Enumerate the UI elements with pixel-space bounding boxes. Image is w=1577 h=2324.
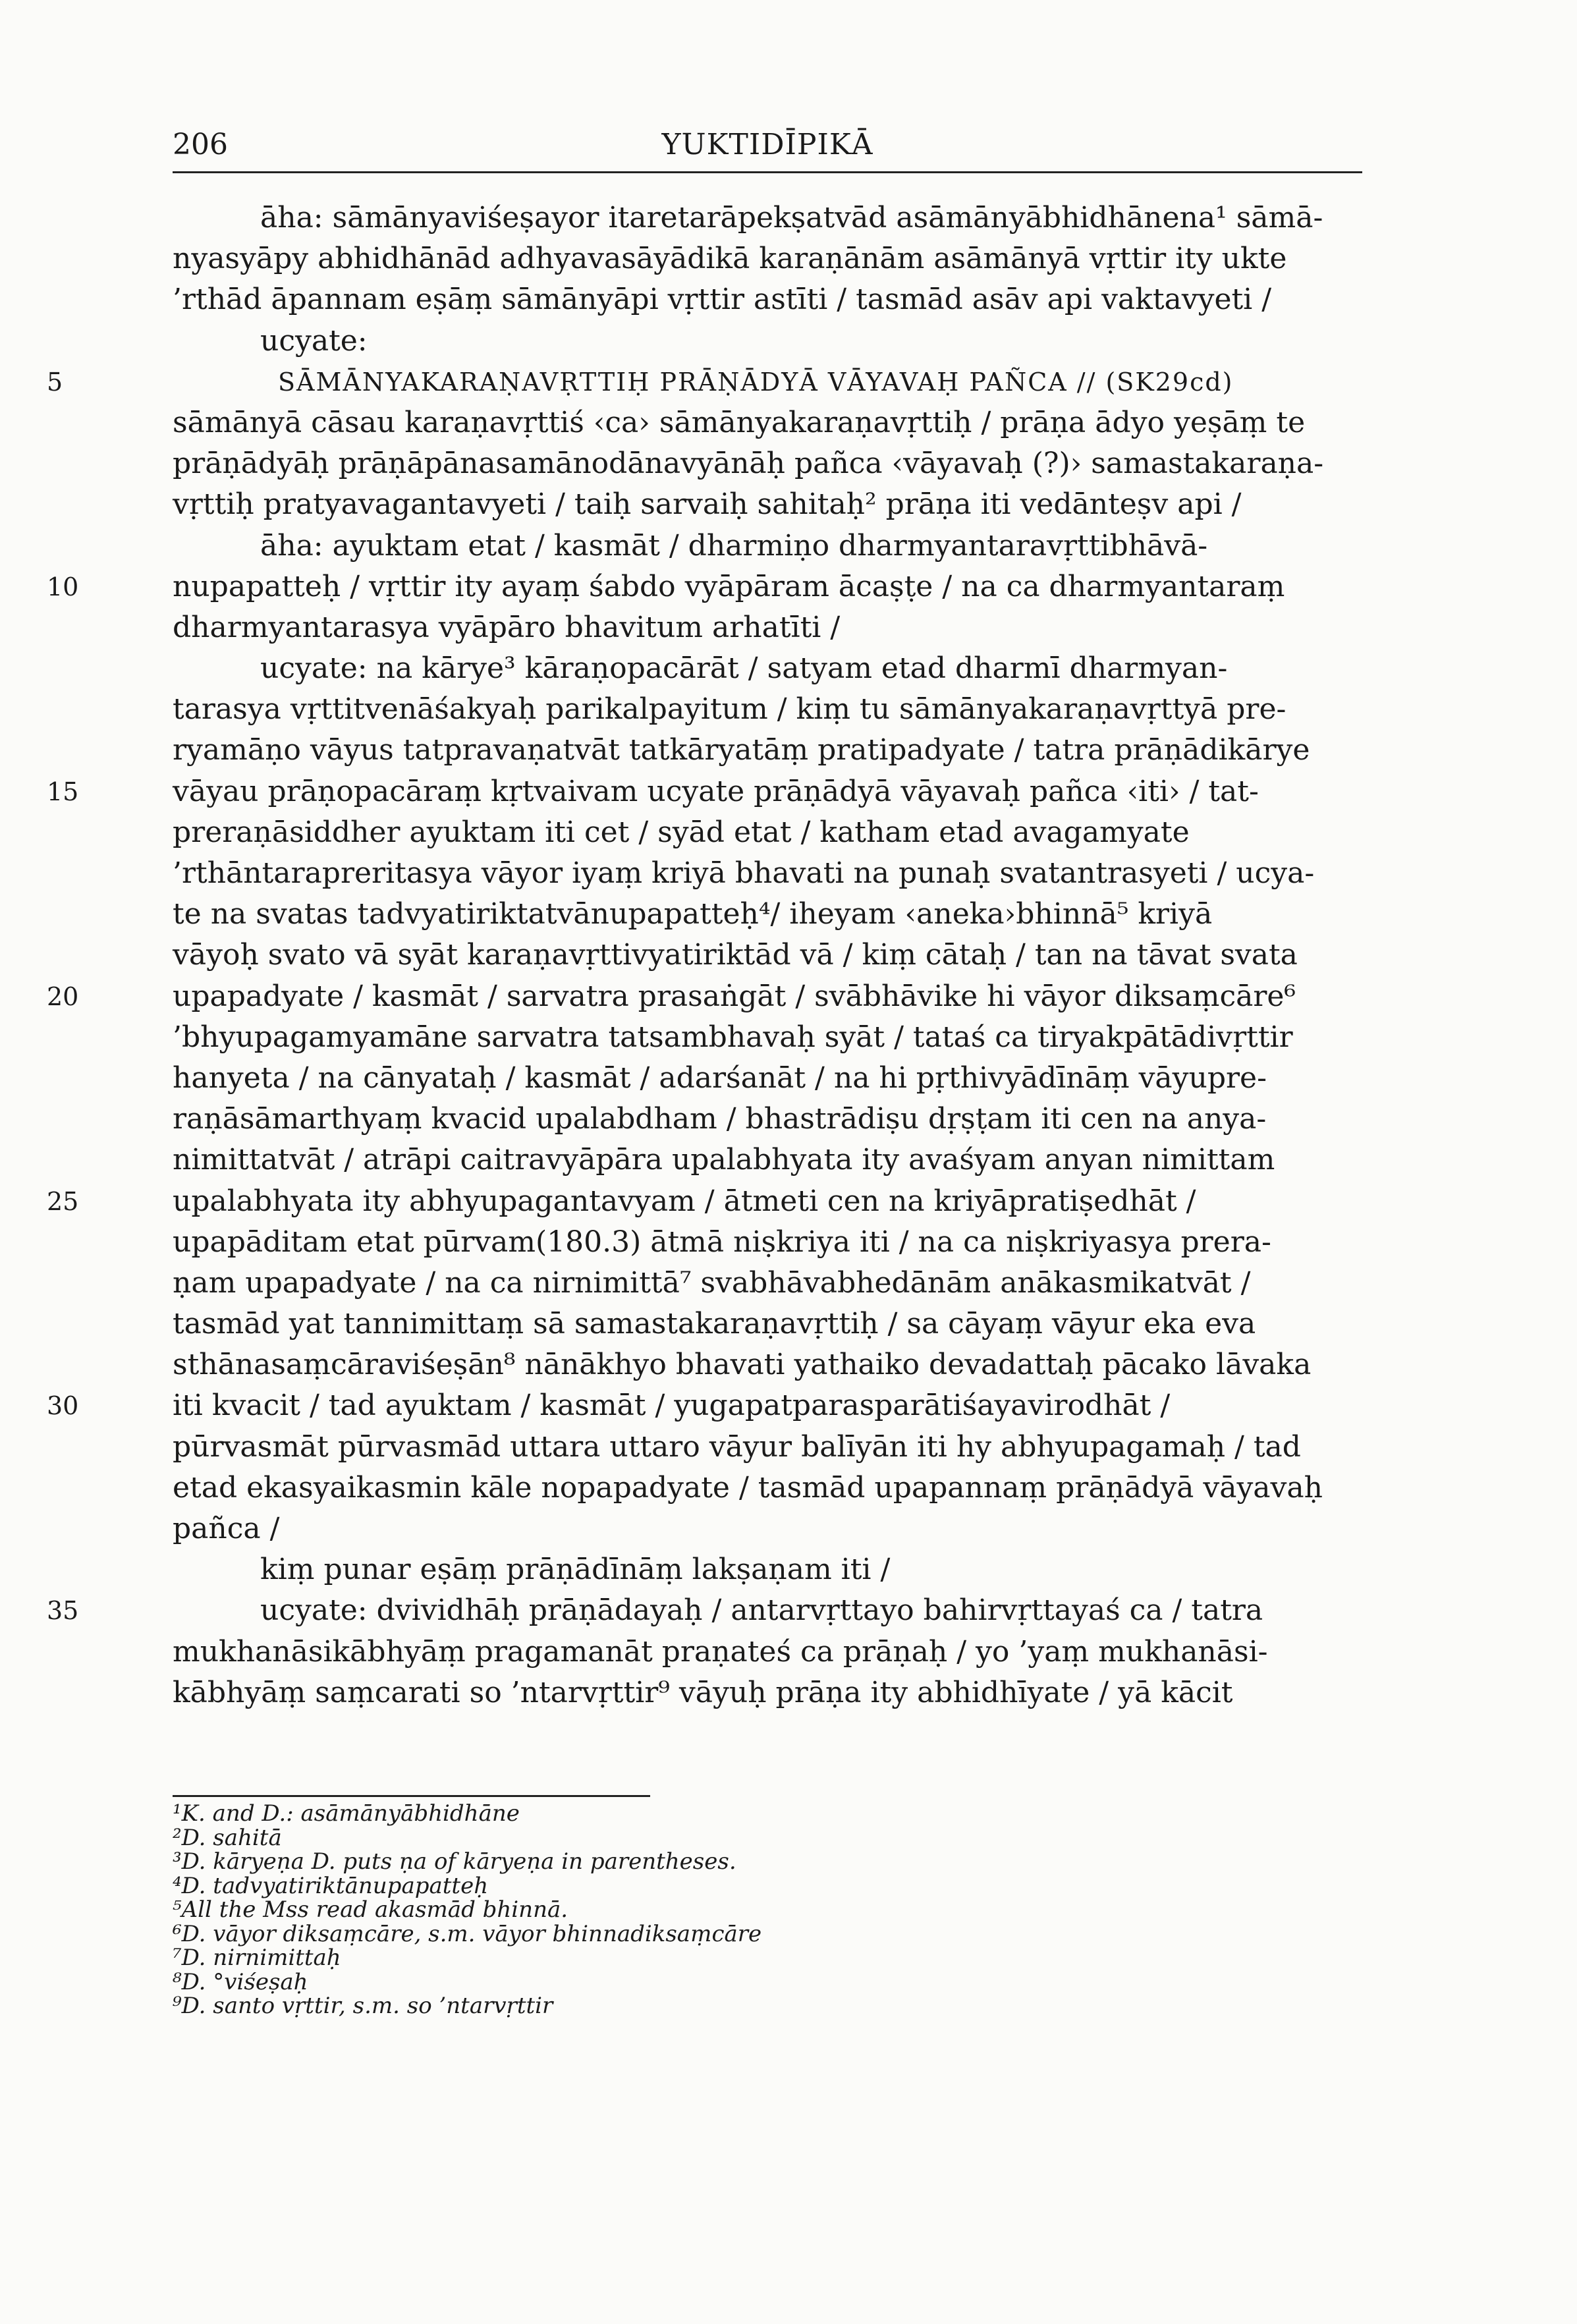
line-text: tarasya vṛttitvenāśakyaḥ parikalpayitum / kiṃ tu sāmānyakaraṇavṛttyā pre- <box>173 692 1286 727</box>
text-line <box>173 1222 1362 1263</box>
text-line <box>173 689 1362 730</box>
line-text: nupapatteḥ / vṛttir ity ayaṃ śabdo vyāpāram ācaṣṭe / na ca dharmyantaraṃ <box>173 569 1285 603</box>
text-line <box>173 1673 1362 1713</box>
text-line <box>173 1099 1362 1140</box>
text-line <box>173 1263 1362 1304</box>
footnote: ¹K. and D.: asāmānyābhidhāne <box>173 1800 520 1827</box>
line-text: iti kvacit / tad ayuktam / kasmāt / yugapatparasparātiśayavirodhāt / <box>173 1389 1171 1423</box>
line-text: nimittatvāt / atrāpi caitravyāpāra upalabhyata ity avaśyam anyan nimittam <box>173 1143 1275 1177</box>
footnote: ⁴D. tadvyatiriktānupapatteḥ <box>173 1872 489 1899</box>
footnote: ⁶D. vāyor diksaṃcāre, s.m. vāyor bhinnadiksaṃcāre <box>173 1920 762 1947</box>
line-number: 5 <box>47 367 65 397</box>
text-line <box>173 1304 1362 1344</box>
text-line <box>173 894 1362 935</box>
line-text: āha: sāmānyaviśeṣayor itaretarāpekṣatvād asāmānyābhidhānena¹ sāmā- <box>260 201 1323 235</box>
text-line <box>173 648 1362 689</box>
text-line <box>47 1181 1362 1222</box>
line-text: upapadyate / kasmāt / sarvatra prasaṅgāt / svābhāvike hi vāyor diksaṃcāre⁶ <box>173 979 1296 1013</box>
text-line <box>173 1468 1362 1508</box>
line-text: mukhanāsikābhyāṃ pragamanāt praṇateś ca prāṇaḥ / yo ’yaṃ mukhanāsi- <box>173 1634 1268 1669</box>
text-line <box>47 1590 1362 1631</box>
text-line <box>47 567 1362 607</box>
line-text: raṇāsāmarthyaṃ kvacid upalabdham / bhastrādiṣu dṛṣṭam iti cen na anya- <box>173 1102 1267 1136</box>
text-line <box>173 730 1362 771</box>
text-line <box>173 484 1362 525</box>
line-text: upapāditam etat pūrvam(180.3) ātmā niṣkriya iti / na ca niṣkriyasya prera- <box>173 1225 1271 1259</box>
line-text: preraṇāsiddher ayuktam iti cet / syād etat / katham etad avagamyate <box>173 815 1190 849</box>
line-number: 25 <box>47 1186 79 1216</box>
text-line <box>173 812 1362 853</box>
line-text: dharmyantarasya vyāpāro bhavitum arhatīti / <box>173 610 841 644</box>
line-number: 20 <box>47 982 79 1011</box>
text-line <box>173 1427 1362 1468</box>
line-text: kiṃ punar eṣāṃ prāṇādīnāṃ lakṣaṇam iti / <box>260 1553 891 1587</box>
footnote: ⁵All the Mss read akasmād bhinnā. <box>173 1896 568 1923</box>
text-line <box>173 935 1362 976</box>
line-number: 35 <box>47 1596 79 1626</box>
line-text: ’rthād āpannam eṣāṃ sāmānyāpi vṛttir astīti / tasmād asāv api vaktavyeti / <box>173 283 1272 317</box>
text-line <box>173 1017 1362 1058</box>
line-text: ṇam upapadyate / na ca nirnimittā⁷ svabhāvabhedānām anākasmikatvāt / <box>173 1265 1251 1300</box>
line-text: prāṇādyāḥ prāṇāpānasamānodānavyānāḥ pañca ‹vāyavaḥ (?)› samastakaraṇa- <box>173 447 1324 481</box>
text-line <box>173 1140 1362 1180</box>
line-text: upalabhyata ity abhyupagantavyam / ātmeti cen na kriyāpratiṣedhāt / <box>173 1184 1196 1218</box>
text-line <box>173 607 1362 648</box>
text-line <box>173 853 1362 894</box>
line-text: sthānasaṃcāraviśeṣān⁸ nānākhyo bhavati yathaiko devadattaḥ pācako lāvaka <box>173 1348 1312 1382</box>
text-line <box>173 279 1362 320</box>
line-text: te na svatas tadvyatiriktatvānupapatteḥ⁴/ iheyam ‹aneka›bhinnā⁵ kriyā <box>173 897 1213 931</box>
text-line <box>173 321 1362 362</box>
footnote: ⁸D. °viśeṣaḥ <box>173 1968 308 1995</box>
line-text: ucyate: dvividhāḥ prāṇādayaḥ / antarvṛttayo bahirvṛttayaś ca / tatra <box>260 1593 1263 1628</box>
line-text: SĀMĀNYAKARAṆAVṚTTIḤ PRĀṆĀDYĀ VĀYAVAḤ PAÑCA // (SK29cd) <box>278 367 1234 397</box>
text-line <box>173 1344 1362 1385</box>
line-text: nyasyāpy abhidhānād adhyavasāyādikā karaṇānām asāmānyā vṛttir ity ukte <box>173 242 1287 276</box>
text-line <box>173 198 1362 238</box>
footnote: ⁹D. santo vṛttir, s.m. so ’ntarvṛttir <box>173 1993 553 2019</box>
line-text: vṛttiḥ pratyavagantavyeti / taiḥ sarvaiḥ sahitaḥ² prāṇa iti vedānteṣv api / <box>173 487 1242 522</box>
line-text: ’bhyupagamyamāne sarvatra tatsambhavaḥ syāt / tataś ca tiryakpātādivṛttir <box>173 1020 1293 1054</box>
footnote-divider <box>173 1795 650 1797</box>
text-line <box>173 443 1362 484</box>
footnotes <box>173 1802 1227 2018</box>
text-line <box>47 1385 1362 1426</box>
line-number: 30 <box>47 1391 79 1421</box>
main-text <box>47 198 1362 1713</box>
line-text: etad ekasyaikasmin kāle nopapadyate / tasmād upapannaṃ prāṇādyā vāyavaḥ <box>173 1470 1323 1505</box>
text-line <box>173 238 1362 279</box>
line-text: vāyoḥ svato vā syāt karaṇavṛttivyatiriktād vā / kiṃ cātaḥ / tan na tāvat svata <box>173 938 1298 972</box>
page-number: 206 <box>173 128 228 161</box>
text-line <box>173 1508 1362 1549</box>
line-text: kābhyāṃ saṃcarati so ’ntarvṛttir⁹ vāyuḥ prāṇa ity abhidhīyate / yā kācit <box>173 1675 1233 1709</box>
footnote: ²D. sahitā <box>173 1824 282 1851</box>
verse-heading <box>47 362 1362 402</box>
line-text: ucyate: na kārye³ kāraṇopacārāt / satyam etad dharmī dharmyan- <box>260 651 1228 686</box>
line-number: 10 <box>47 572 79 601</box>
text-line <box>173 1549 1362 1590</box>
line-text: āha: ayuktam etat / kasmāt / dharmiṇo dharmyantaravṛttibhāvā- <box>260 528 1208 563</box>
line-text: sāmānyā cāsau karaṇavṛttiś ‹ca› sāmānyakaraṇavṛttiḥ / prāṇa ādyo yeṣāṃ te <box>173 405 1306 439</box>
footnote: ⁷D. nirnimittaḥ <box>173 1945 341 1971</box>
line-text: ’rthāntarapreritasya vāyor iyaṃ kriyā bhavati na punaḥ svatantrasyeti / ucya- <box>173 856 1315 890</box>
text-line <box>173 402 1362 443</box>
line-text: pūrvasmāt pūrvasmād uttara uttaro vāyur balīyān iti hy abhyupagamaḥ / tad <box>173 1429 1301 1464</box>
line-text: ucyate: <box>260 323 368 358</box>
running-title: YUKTIDĪPIKĀ <box>661 128 873 161</box>
line-text: hanyeta / na cānyataḥ / kasmāt / adarśanāt / na hi pṛthivyādīnāṃ vāyupre- <box>173 1061 1267 1095</box>
footnote: ³D. kāryeṇa D. puts ṇa of kāryeṇa in parentheses. <box>173 1848 736 1875</box>
line-text: tasmād yat tannimittaṃ sā samastakaraṇavṛttiḥ / sa cāyaṃ vāyur eka eva <box>173 1307 1256 1341</box>
line-text: pañca / <box>173 1512 280 1545</box>
running-header <box>173 125 1362 173</box>
text-line <box>173 1058 1362 1099</box>
text-line <box>173 1632 1362 1673</box>
line-text: ryamāṇo vāyus tatpravaṇatvāt tatkāryatāṃ pratipadyate / tatra prāṇādikārye <box>173 733 1310 767</box>
text-line <box>47 771 1362 812</box>
line-text: vāyau prāṇopacāraṃ kṛtvaivam ucyate prāṇādyā vāyavaḥ pañca ‹iti› / tat- <box>173 774 1259 808</box>
text-line <box>47 976 1362 1017</box>
text-line <box>173 526 1362 567</box>
line-number: 15 <box>47 777 79 806</box>
